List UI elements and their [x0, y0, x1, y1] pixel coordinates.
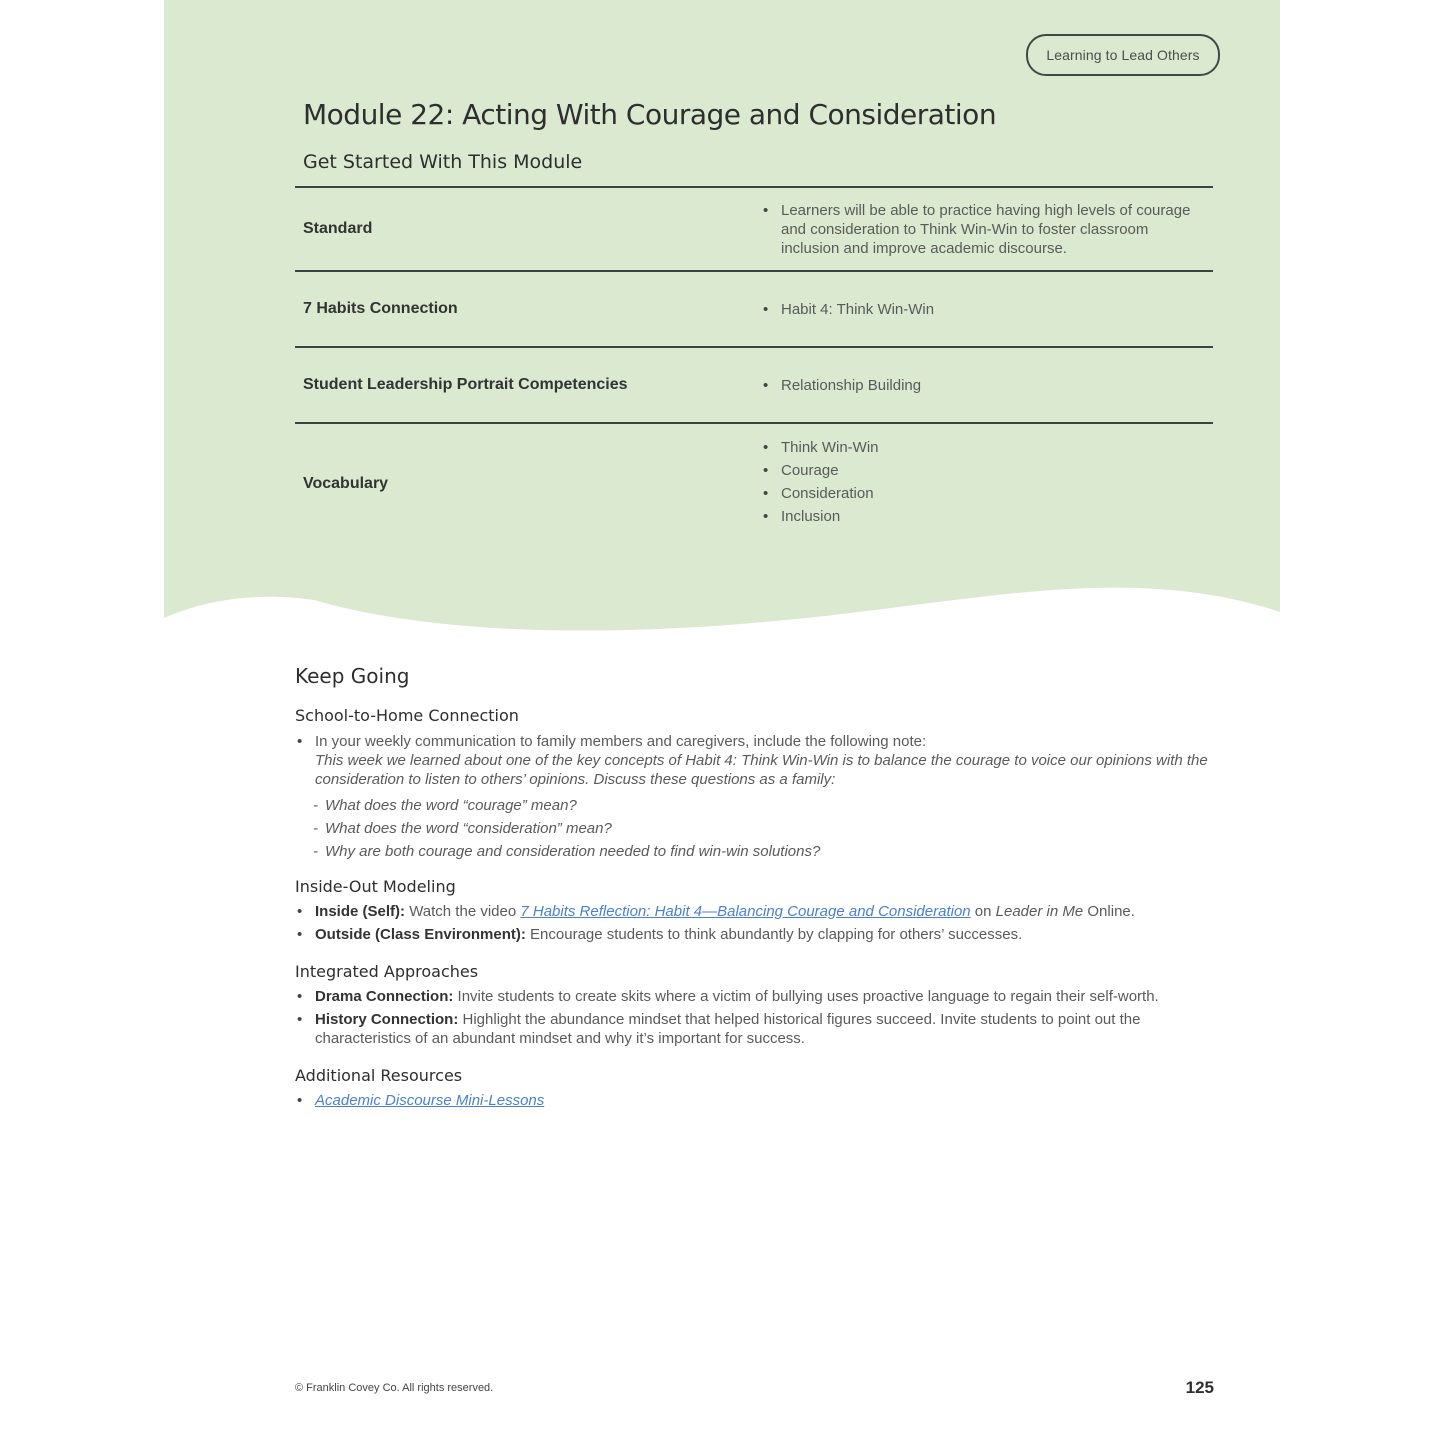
question-item: - What does the word “consideration” mean?	[315, 817, 1215, 840]
row-values	[761, 300, 1201, 319]
question-item: - What does the word “courage” mean?	[315, 794, 1215, 817]
list-item: • Think Win-Win	[761, 436, 1201, 459]
inside-out-heading: Inside-Out Modeling	[295, 877, 456, 896]
history-text: Highlight the abundance mindset that helped historical figures succeed. Invite students to point out the characteristics of an abundant mindset and why it’s important for success.	[315, 1011, 1141, 1047]
outside-text: Encourage students to think abundantly by clapping for others’ successes.	[530, 926, 1023, 943]
history-label: History Connection:	[315, 1011, 459, 1028]
list-item: • Courage	[761, 459, 1201, 482]
page-number: 125	[1185, 1378, 1214, 1397]
school-home-heading: School-to-Home Connection	[295, 706, 519, 725]
row-values	[761, 436, 1201, 528]
school-home-list	[295, 732, 1215, 867]
mini-lessons-link[interactable]: Academic Discourse Mini-Lessons	[315, 1092, 545, 1109]
keep-going-heading: Keep Going	[295, 664, 410, 688]
table-row	[295, 424, 1213, 544]
inside-out-list	[295, 902, 1215, 948]
row-label: 7 Habits Connection	[303, 300, 458, 317]
drama-label: Drama Connection:	[315, 988, 454, 1005]
list-item	[295, 732, 1215, 863]
row-values	[761, 376, 1201, 395]
resources-list	[295, 1091, 1215, 1114]
list-item: • Relationship Building	[761, 376, 1201, 395]
row-label: Vocabulary	[303, 475, 389, 492]
inside-italic: Leader in Me	[995, 903, 1084, 920]
list-item	[295, 902, 1215, 921]
school-home-note: This week we learned about one of the key concepts of Habit 4: Think Win-Win is to balance the courage to voice our opinions with the consideration to listen to others’ opinions. Discuss these questions as a family:	[315, 752, 1208, 788]
school-home-intro: In your weekly communication to family members and caregivers, include the following note:	[315, 733, 927, 750]
table-row	[295, 348, 1213, 424]
document-page	[164, 0, 1280, 1445]
list-item	[295, 987, 1215, 1006]
list-item: • Consideration	[761, 482, 1201, 505]
page-title: Module 22: Acting With Courage and Consideration	[303, 98, 997, 131]
module-category-tag: Learning to Lead Others	[1026, 34, 1220, 76]
table-row	[295, 272, 1213, 348]
list-item	[295, 925, 1215, 944]
inside-label: Inside (Self):	[315, 903, 406, 920]
list-item: • Habit 4: Think Win-Win	[761, 300, 1201, 319]
list-item: • Learners will be able to practice having high levels of courage and consideration to Think Win-Win to foster classroom inclusion and improve academic discourse.	[761, 201, 1201, 258]
list-item	[295, 1010, 1215, 1048]
module-overview-table	[295, 186, 1213, 544]
copyright-notice: © Franklin Covey Co. All rights reserved.	[295, 1382, 494, 1394]
integrated-list	[295, 987, 1215, 1052]
inside-pre: Watch the video	[409, 903, 517, 920]
habit4-video-link[interactable]: 7 Habits Reflection: Habit 4—Balancing Courage and Consideration	[520, 903, 971, 920]
row-values	[761, 201, 1201, 258]
row-label: Student Leadership Portrait Competencies	[303, 376, 628, 393]
resources-heading: Additional Resources	[295, 1066, 463, 1085]
inside-post: Online.	[1087, 903, 1135, 920]
integrated-heading: Integrated Approaches	[295, 962, 479, 981]
drama-text: Invite students to create skits where a victim of bullying uses proactive language to regain their self-worth.	[457, 988, 1159, 1005]
list-item: • Inclusion	[761, 505, 1201, 528]
list-item	[295, 1091, 1215, 1110]
outside-label: Outside (Class Environment):	[315, 926, 526, 943]
question-item: - Why are both courage and consideration needed to find win-win solutions?	[315, 840, 1215, 863]
row-label: Standard	[303, 220, 373, 237]
inside-mid: on	[974, 903, 992, 920]
question-list	[315, 794, 1215, 863]
table-row	[295, 188, 1213, 272]
page-subtitle: Get Started With This Module	[303, 151, 583, 173]
